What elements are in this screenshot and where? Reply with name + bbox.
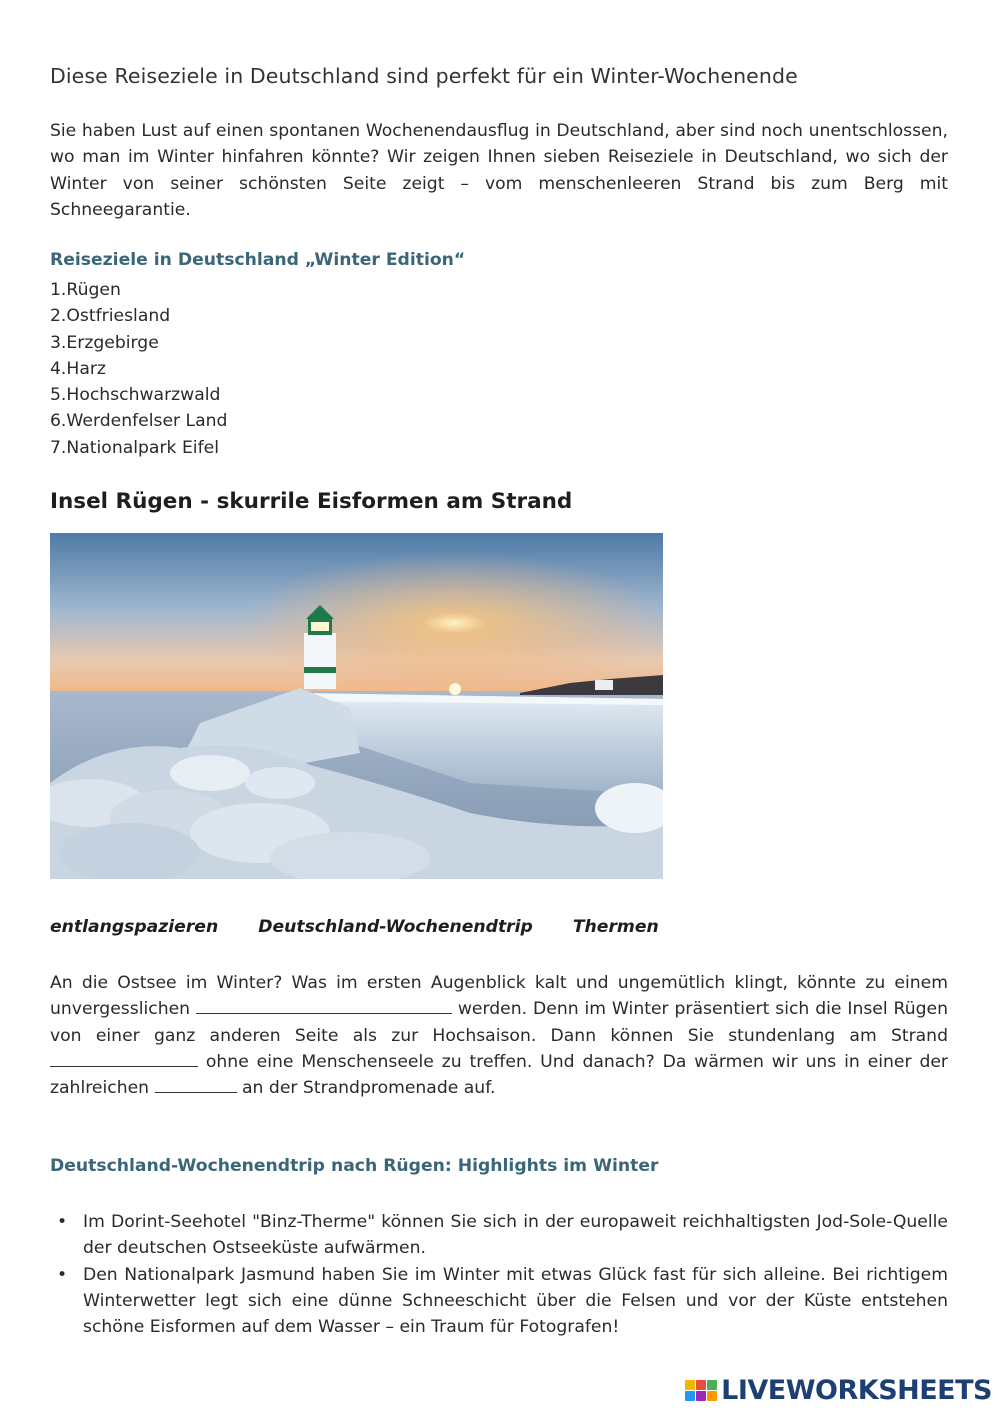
blank-field-2[interactable] (50, 1051, 198, 1067)
list-item: 6.Werdenfelser Land (50, 411, 228, 432)
list-item: 2.Ostfriesland (50, 306, 171, 327)
liveworksheets-logo (685, 1375, 992, 1406)
paragraph-text: werden. Denn im Winter präsentiert sich die Insel Rügen von einer ganz anderen Seite als zur Hochsaison. Dann können Sie stundenlang am Strand (50, 999, 948, 1046)
intro-paragraph: Sie haben Lust auf einen spontanen Wochenendausflug in Deutschland, aber sind noch unentschlossen, wo man im Winter hinfahren könnte? Wir zeigen Ihnen sieben Reiseziele in Deutschland, wo sich der Winter von seiner schönsten Seite zeigt – vom menschenleeren Strand bis zum Berg mit Schneegarantie. (50, 121, 948, 220)
highlights-heading: Deutschland-Wochenendtrip nach Rügen: Highlights im Winter (50, 1156, 659, 1176)
blank-field-1[interactable] (196, 998, 452, 1014)
section-heading: Insel Rügen - skurrile Eisformen am Strand (50, 489, 573, 514)
list-item: 4.Harz (50, 358, 106, 379)
logo-badge-icon (685, 1380, 717, 1401)
word-bank-item[interactable]: entlangspazieren (50, 917, 219, 937)
list-item: 3.Erzgebirge (50, 332, 159, 353)
page-title: Diese Reiseziele in Deutschland sind perfekt für ein Winter-Wochenende (50, 64, 798, 88)
paragraph-text: an der Strandpromenade auf. (242, 1078, 496, 1099)
list-item: 7.Nationalpark Eifel (50, 437, 219, 458)
blank-field-3[interactable] (155, 1077, 237, 1093)
highlights-list (50, 1209, 948, 1340)
logo-text: LIVEWORKSHEETS (721, 1375, 992, 1406)
destinations-list (50, 277, 227, 461)
paragraph-text: An die Ostsee im Winter? Was im ersten Augenblick kalt und ungemütlich klingt, könnte zu einem unvergesslichen (50, 973, 948, 1020)
list-item: • Im Dorint-Seehotel "Binz-Therme" können Sie sich in der europaweit reichhaltigsten Jod-Sole-Quelle der deutschen Ostseeküste aufwärmen. (50, 1209, 948, 1262)
cloze-paragraph (50, 970, 948, 1101)
list-item: 5.Hochschwarzwald (50, 385, 221, 406)
list-item: • Den Nationalpark Jasmund haben Sie im Winter mit etwas Glück fast für sich alleine. Bei richtigem Winterwetter legt sich eine dünne Schneeschicht über die Felsen und vor der Küste entstehen schöne Eisformen auf dem Wasser – ein Traum für Fotografen! (50, 1262, 948, 1341)
word-bank-item[interactable]: Thermen (572, 917, 659, 937)
destinations-heading: Reiseziele in Deutschland „Winter Edition“ (50, 250, 466, 270)
list-item: 1.Rügen (50, 280, 121, 300)
lighthouse-photo (50, 533, 663, 879)
word-bank-item[interactable]: Deutschland-Wochenendtrip (258, 917, 533, 937)
paragraph-text: ohne eine Menschenseele zu treffen. Und danach? Da wärmen wir uns in einer der zahlreichen (50, 1051, 949, 1099)
word-bank (50, 917, 693, 937)
